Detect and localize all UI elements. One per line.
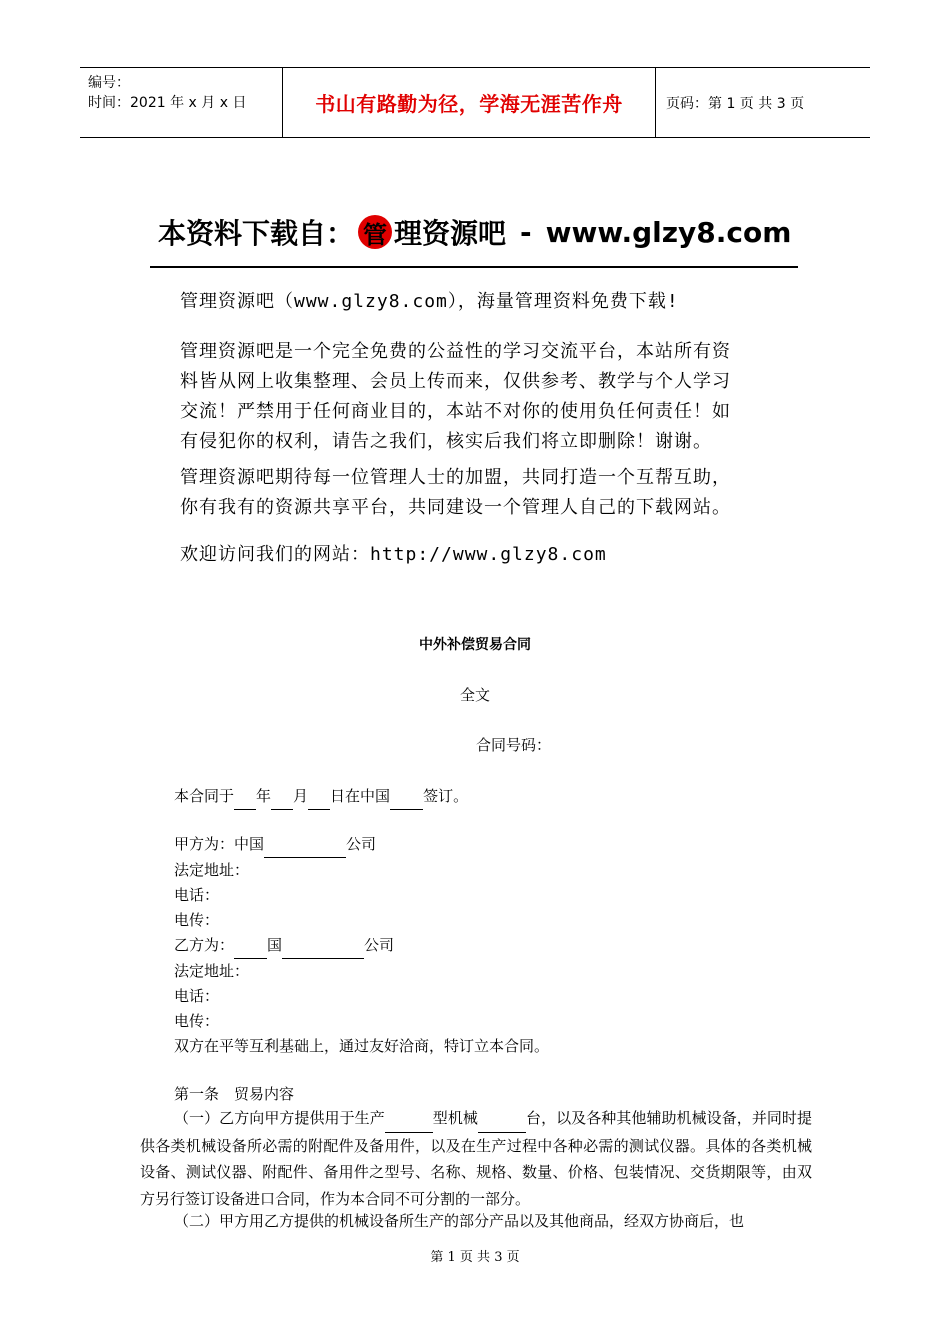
notice-line1: 管理资源吧（www.glzy8.com），海量管理资料免费下载! — [180, 291, 679, 312]
clause-text: 台，以及各种其他辅助机械设备，并同时提供各类机械设备所必需的附配件及备用件，以及在生产过程中各种必需的测试仪器。具体的各类机械设备、测试仪器、附配件、备用件之型号、名称、规格、数量、价格、包装情况、交货期限等，由双方另行签订设备进口合同，作为本合同不可分割的一部分。 — [140, 1109, 812, 1208]
blank-field — [282, 933, 364, 959]
party-b-suffix: 公司 — [364, 936, 395, 954]
blank-field — [308, 784, 330, 810]
party-b-address: 法定地址： — [174, 962, 250, 980]
notice-visit-link[interactable]: 欢迎访问我们的网站：http://www.glzy8.com — [180, 544, 607, 565]
blank-field — [385, 1105, 433, 1133]
banner-url: www.glzy8.com — [545, 215, 792, 249]
motto: 书山有路勤为径，学海无涯苦作舟 — [315, 92, 623, 116]
clause-text: （一）乙方向甲方提供用于生产 — [174, 1109, 385, 1127]
notice-p3-line: 你有我有的资源共享平台，共同建设一个管理人自己的下载网站。 — [180, 497, 731, 518]
document-title: 中外补偿贸易合同 — [419, 637, 531, 653]
party-a-line — [174, 832, 549, 858]
notice-p2-line: 交流！严禁用于任何商业目的，本站不对你的使用负任何责任！如 — [180, 401, 731, 422]
blank-field — [390, 784, 423, 810]
party-a-suffix: 公司 — [346, 835, 377, 853]
header-page-cell — [656, 68, 870, 137]
blank-field — [234, 784, 256, 810]
notice-paragraph-2 — [180, 337, 790, 457]
download-banner — [158, 208, 798, 256]
signing-line — [174, 784, 468, 810]
party-a-address: 法定地址： — [174, 861, 250, 879]
page-footer: 第 1 页 共 3 页 — [430, 1250, 520, 1265]
time-label: 时间：2021 年 x 月 x 日 — [88, 95, 247, 111]
signing-text: 本合同于 — [174, 787, 235, 805]
notice-p2-line: 有侵犯你的权利，请告之我们，核实后我们将立即删除！谢谢。 — [180, 431, 712, 452]
header-motto-cell — [282, 68, 656, 137]
banner-divider — [150, 266, 798, 268]
number-label: 编号： — [88, 75, 130, 91]
banner-brand: 理资源吧 — [394, 217, 507, 250]
article-1-clause-2: （二）甲方用乙方提供的机械设备所生产的部分产品以及其他商品，经双方协商后，也 — [174, 1212, 745, 1230]
blank-field — [264, 832, 346, 858]
brand-logo-circle: 管 — [358, 215, 392, 249]
parties-block — [174, 832, 549, 1059]
banner-dash: - — [520, 215, 532, 249]
article-1-clause-1 — [140, 1105, 812, 1212]
signing-text: 月 — [293, 787, 309, 805]
header-info-cell — [80, 68, 282, 137]
header-page-label: 页码：第 1 页 共 3 页 — [666, 95, 805, 112]
party-b-label: 乙方为： — [174, 936, 235, 954]
party-b-line — [174, 933, 549, 959]
signing-text: 年 — [256, 787, 272, 805]
clause-text: 型机械 — [432, 1109, 478, 1127]
party-a-fax: 电传： — [174, 911, 220, 929]
banner-prefix: 本资料下载自： — [158, 217, 355, 250]
party-a-label: 甲方为：中国 — [174, 835, 265, 853]
page-header — [80, 67, 870, 138]
notice-p3-line: 管理资源吧期待每一位管理人士的加盟，共同打造一个互帮互助， — [180, 467, 731, 488]
party-b-phone: 电话： — [174, 987, 220, 1005]
party-b-fax: 电传： — [174, 1012, 220, 1030]
article-1-title: 第一条 贸易内容 — [174, 1085, 295, 1103]
blank-field — [478, 1105, 526, 1133]
blank-field — [234, 933, 267, 959]
signing-text: 日在中国 — [330, 787, 391, 805]
party-a-phone: 电话： — [174, 886, 220, 904]
notice-paragraph-3 — [180, 463, 790, 523]
party-b-country: 国 — [267, 936, 283, 954]
notice-p2-line: 料皆从网上收集整理、会员上传而来，仅供参考、教学与个人学习 — [180, 371, 731, 392]
signing-text: 签订。 — [423, 787, 469, 805]
notice-p2-line: 管理资源吧是一个完全免费的公益性的学习交流平台，本站所有资 — [180, 341, 731, 362]
agreement-statement: 双方在平等互利基础上，通过友好洽商，特订立本合同。 — [174, 1037, 550, 1055]
document-subtitle: 全文 — [459, 686, 490, 704]
contract-number-label: 合同号码： — [476, 736, 552, 754]
blank-field — [271, 784, 293, 810]
